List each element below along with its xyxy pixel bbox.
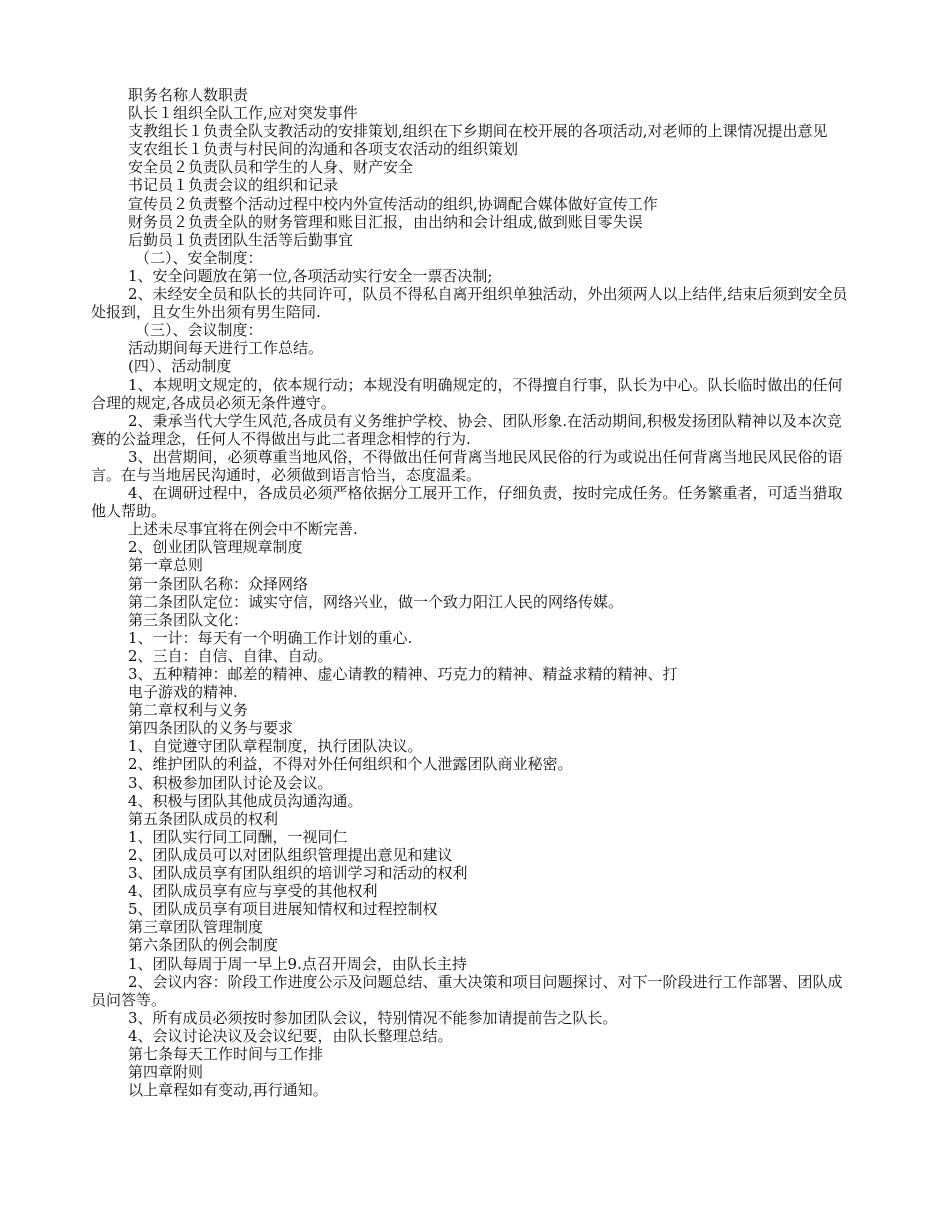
document-paragraph: 支教组长１负责全队支教活动的安排策划,组织在下乡期间在校开展的各项活动,对老师的上课情况提出意见 (128, 122, 828, 141)
document-paragraph: 1、团队实行同工同酬，一视同仁 (128, 827, 348, 846)
document-paragraph: 4、会议讨论决议及会议纪要，由队长整理总结。 (128, 1026, 453, 1045)
document-paragraph: 第二章权利与义务 (128, 701, 249, 720)
document-paragraph: 第四条团队的义务与要求 (128, 719, 294, 738)
document-paragraph: 队长１组织全队工作,应对突发事件 (128, 104, 358, 123)
document-paragraph: 第四章附则 (128, 1063, 204, 1082)
document-paragraph: 1、自觉遵守团队章程制度，执行团队决议。 (128, 737, 423, 756)
document-paragraph: 上述未尽事宜将在例会中不断完善. (128, 520, 358, 539)
document-paragraph: 安全员２负责队员和学生的人身、财产安全 (128, 158, 414, 177)
document-paragraph: 第一章总则 (128, 556, 204, 575)
document-paragraph: 1、团队每周于周一早上9.点召开周会，由队长主持 (128, 954, 467, 973)
document-paragraph: 2、创业团队管理规章制度 (128, 538, 303, 557)
document-paragraph: 4、积极与团队其他成员沟通沟通。 (128, 791, 363, 810)
document-paragraph: 第七条每天工作时间与工作排 (128, 1044, 324, 1063)
document-paragraph: 5、团队成员享有项目进展知情权和过程控制权 (128, 900, 438, 919)
document-paragraph: 1、本规明文规定的，依本规行动；本规没有明确规定的，不得擅自行事，队长为中心。队长临时做出的任何合理的规定,各成员必须无条件遵守。 (91, 375, 843, 412)
document-paragraph: 电子游戏的精神. (128, 683, 238, 702)
document-paragraph: 第一条团队名称：众择网络 (128, 574, 309, 593)
document-paragraph: 2、未经安全员和队长的共同许可，队员不得私自离开组织单独活动，外出须两人以上结伴,结束后须到安全员处报到，且女生外出须有男生陪同. (91, 285, 848, 322)
document-paragraph: 第五条团队成员的权利 (128, 809, 279, 828)
document-paragraph: （二）、安全制度： (135, 248, 263, 267)
document-paragraph: 1、安全问题放在第一位,各项活动实行安全一票否决制; (128, 266, 493, 285)
document-paragraph: 4、在调研过程中，各成员必须严格依据分工展开工作，仔细负责，按时完成任务。任务繁重者，可适当猎取他人帮助。 (91, 484, 843, 521)
document-paragraph: 第二条团队定位：诚实守信，网络兴业，做一个致力阳江人民的网络传媒。 (128, 592, 624, 611)
document-paragraph: 支农组长１负责与村民间的沟通和各项支农活动的组织策划 (128, 140, 519, 159)
document-paragraph: 职务名称人数职责 (128, 86, 249, 104)
document-paragraph: 3、五种精神：邮差的精神、虚心请教的精神、巧克力的精神、精益求精的精神、打 (128, 665, 678, 683)
document-paragraph: 3、积极参加团队讨论及会议。 (128, 773, 333, 792)
document-paragraph: （三）、会议制度： (135, 321, 263, 340)
document-paragraph: 第六条团队的例会制度 (128, 936, 279, 955)
document-paragraph: 3、所有成员必须按时参加团队会议，特别情况不能参加请提前告之队长。 (128, 1008, 618, 1027)
document-paragraph: 1、一计：每天有一个明确工作计划的重心. (128, 628, 413, 647)
document-paragraph: 2、三自：自信、自律、自动。 (128, 646, 333, 665)
document-paragraph: 第三章团队管理制度 (128, 918, 264, 937)
document-paragraph: 2、秉承当代大学生风范,各成员有义务维护学校、协会、团队形象.在活动期间,积极发扬团队精神以及本次竞赛的公益理念，任何人不得做出与此二者理念相悖的行为. (91, 411, 842, 448)
document-paragraph: 第三条团队文化： (128, 610, 249, 629)
document-paragraph: 书记员１负责会议的组织和记录 (128, 176, 339, 195)
document-paragraph: 财务员２负责全队的财务管理和账目汇报，由出纳和会计组成,做到账目零失误 (128, 212, 643, 231)
document-paragraph: 2、维护团队的利益，不得对外任何组织和个人泄露团队商业秘密。 (128, 755, 573, 774)
document-paragraph: 3、团队成员享有团队组织的培训学习和活动的权利 (128, 864, 468, 883)
document-paragraph: 以上章程如有变动,再行通知。 (128, 1081, 328, 1100)
document-paragraph: 3、出营期间，必须尊重当地风俗，不得做出任何背离当地民风民俗的行为或说出任何背离当地民风民俗的语言。在与当地居民沟通时，必须做到语言恰当，态度温柔。 (91, 447, 843, 484)
document-paragraph: 后勤员１负责团队生活等后勤事宜 (128, 230, 354, 249)
document-paragraph: 宣传员２负责整个活动过程中校内外宣传活动的组织,协调配合媒体做好宣传工作 (128, 194, 658, 213)
document-paragraph: (四）、活动制度 (128, 357, 232, 376)
document-paragraph: 4、团队成员享有应与享受的其他权利 (128, 882, 378, 901)
document-paragraph: 2、团队成员可以对团队组织管理提出意见和建议 (128, 845, 453, 864)
document-paragraph: 2、会议内容：阶段工作进度公示及问题总结、重大决策和项目问题探讨、对下一阶段进行工作部署、团队成员问答等。 (91, 972, 843, 1009)
document-paragraph: 活动期间每天进行工作总结。 (128, 339, 324, 358)
